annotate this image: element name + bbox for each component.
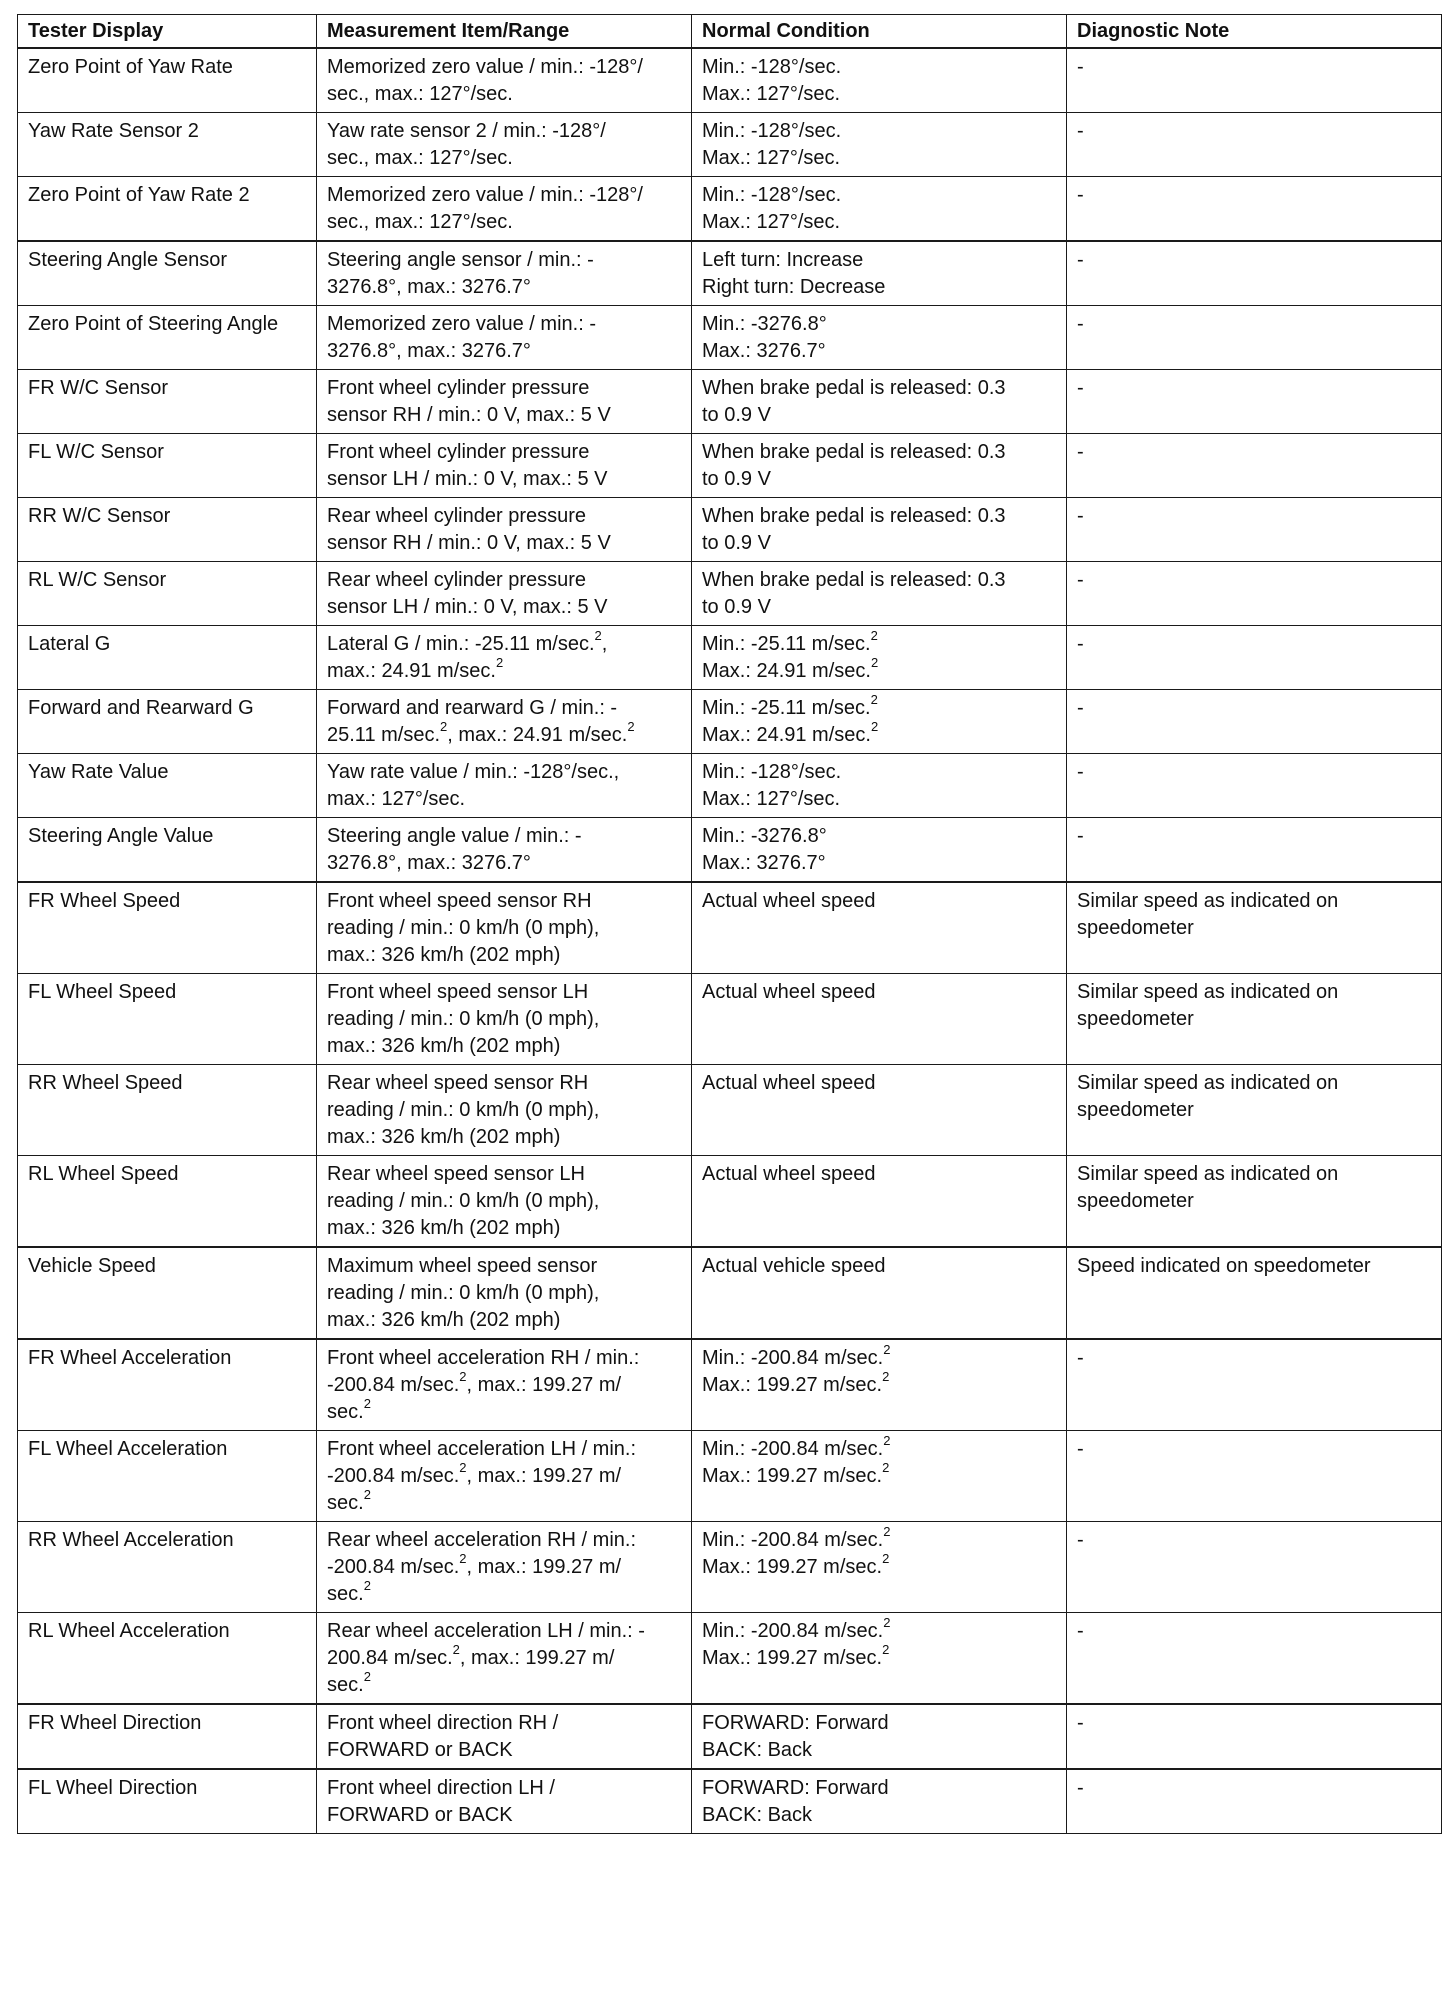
measurement-cell [317, 1613, 692, 1705]
table-row [18, 1339, 1442, 1431]
superscript: 2 [363, 1669, 371, 1685]
tester-display-cell: FL Wheel Acceleration [18, 1431, 317, 1522]
cell-line: - [1077, 441, 1084, 463]
cell-line: Memorized zero value / min.: - [327, 313, 596, 335]
normal-condition-cell [692, 1339, 1067, 1431]
cell-line: Rear wheel speed sensor RH [327, 1072, 589, 1094]
table-row [18, 1247, 1442, 1339]
cell-line: Min.: -128°/sec. [702, 56, 842, 78]
cell-line: - [1077, 761, 1084, 783]
table-row [18, 1613, 1442, 1705]
cell-line: to 0.9 V [702, 532, 771, 554]
cell-line: - [1077, 184, 1084, 206]
cell-line: Memorized zero value / min.: -128°/ [327, 184, 643, 206]
cell-line: sec., max.: 127°/sec. [327, 211, 513, 233]
cell-line: -200.84 m/sec.$^2$, max.: 199.27 m/ [327, 1369, 622, 1396]
diagnostic-note-cell [1067, 562, 1442, 626]
table-row [18, 626, 1442, 690]
cell-line: -200.84 m/sec.$^2$, max.: 199.27 m/ [327, 1551, 622, 1578]
cell-line: Min.: -200.84 m/sec.$^2$ [702, 1524, 891, 1551]
cell-line: sec.$^2$ [327, 1487, 371, 1514]
cell-line: Max.: 24.91 m/sec.$^2$ [702, 655, 879, 682]
superscript: 2 [882, 1642, 890, 1658]
table-row [18, 1522, 1442, 1613]
cell-line: Max.: 199.27 m/sec.$^2$ [702, 1642, 890, 1669]
cell-line: reading / min.: 0 km/h (0 mph), [327, 1282, 600, 1304]
normal-condition-cell [692, 818, 1067, 883]
cell-line: -200.84 m/sec.$^2$, max.: 199.27 m/ [327, 1460, 622, 1487]
cell-line: Max.: 3276.7° [702, 340, 826, 362]
diagnostic-note-cell [1067, 1431, 1442, 1522]
cell-line: Actual wheel speed [702, 1163, 876, 1185]
cell-line: Left turn: Increase [702, 249, 864, 271]
superscript: 2 [883, 1524, 891, 1540]
table-row [18, 177, 1442, 242]
table-row [18, 882, 1442, 974]
table-row [18, 1065, 1442, 1156]
cell-line: Max.: 127°/sec. [702, 211, 841, 233]
measurement-cell [317, 370, 692, 434]
table-row [18, 370, 1442, 434]
cell-line: Actual wheel speed [702, 1072, 876, 1094]
measurement-cell [317, 241, 692, 306]
measurement-cell [317, 690, 692, 754]
tester-display-cell: Forward and Rearward G [18, 690, 317, 754]
diagnostic-note-cell [1067, 113, 1442, 177]
superscript: 2 [594, 628, 602, 644]
cell-line: Forward and rearward G / min.: - [327, 697, 618, 719]
cell-line: sec.$^2$ [327, 1396, 371, 1423]
cell-line: - [1077, 249, 1084, 271]
cell-line: Min.: -200.84 m/sec.$^2$ [702, 1433, 891, 1460]
normal-condition-cell [692, 690, 1067, 754]
table-row [18, 1431, 1442, 1522]
cell-line: Min.: -128°/sec. [702, 120, 842, 142]
cell-line: max.: 127°/sec. [327, 788, 466, 810]
cell-line: Right turn: Decrease [702, 276, 886, 298]
cell-line: 25.11 m/sec.$^2$, max.: 24.91 m/sec.$^2$ [327, 719, 635, 746]
cell-line: Similar speed as indicated on [1077, 1072, 1339, 1094]
diagnostic-note-cell [1067, 370, 1442, 434]
cell-line: Rear wheel acceleration LH / min.: - [327, 1620, 645, 1642]
cell-line: Max.: 3276.7° [702, 852, 826, 874]
cell-line: Front wheel direction LH / [327, 1777, 555, 1799]
diagnostic-note-cell [1067, 690, 1442, 754]
cell-line: sec., max.: 127°/sec. [327, 147, 513, 169]
cell-line: FORWARD: Forward [702, 1712, 889, 1734]
cell-line: When brake pedal is released: 0.3 [702, 569, 1006, 591]
superscript: 2 [452, 1642, 460, 1658]
diagnostic-note-cell [1067, 626, 1442, 690]
data-list-page [17, 14, 1441, 1834]
diagnostic-note-cell [1067, 1522, 1442, 1613]
superscript: 2 [363, 1578, 371, 1594]
normal-condition-cell [692, 1156, 1067, 1248]
normal-condition-cell [692, 306, 1067, 370]
diagnostic-note-cell [1067, 498, 1442, 562]
table-row [18, 1156, 1442, 1248]
cell-line: reading / min.: 0 km/h (0 mph), [327, 1008, 600, 1030]
cell-line: Rear wheel acceleration RH / min.: [327, 1529, 637, 1551]
cell-line: max.: 24.91 m/sec.$^2$ [327, 655, 504, 682]
table-row [18, 562, 1442, 626]
cell-line: reading / min.: 0 km/h (0 mph), [327, 917, 600, 939]
cell-line: sec.$^2$ [327, 1578, 371, 1605]
tester-display-cell: FR Wheel Direction [18, 1704, 317, 1769]
normal-condition-cell [692, 113, 1067, 177]
measurement-cell [317, 177, 692, 242]
cell-line: Actual vehicle speed [702, 1255, 886, 1277]
cell-line: Front wheel cylinder pressure [327, 377, 590, 399]
cell-line: Similar speed as indicated on [1077, 1163, 1339, 1185]
cell-line: - [1077, 377, 1084, 399]
superscript: 2 [627, 719, 635, 735]
cell-line: Similar speed as indicated on [1077, 981, 1339, 1003]
normal-condition-cell [692, 1065, 1067, 1156]
measurement-cell [317, 1522, 692, 1613]
cell-line: Rear wheel speed sensor LH [327, 1163, 585, 1185]
cell-line: - [1077, 1347, 1084, 1369]
cell-line: Rear wheel cylinder pressure [327, 505, 587, 527]
diagnostic-note-cell [1067, 1704, 1442, 1769]
cell-line: When brake pedal is released: 0.3 [702, 441, 1006, 463]
measurement-cell [317, 306, 692, 370]
tester-display-cell: FL W/C Sensor [18, 434, 317, 498]
cell-line: - [1077, 1620, 1084, 1642]
superscript: 2 [870, 628, 878, 644]
cell-line: When brake pedal is released: 0.3 [702, 505, 1006, 527]
normal-condition-cell [692, 241, 1067, 306]
cell-line: - [1077, 569, 1084, 591]
cell-line: - [1077, 697, 1084, 719]
cell-line: - [1077, 1438, 1084, 1460]
measurement-cell [317, 626, 692, 690]
cell-line: 3276.8°, max.: 3276.7° [327, 276, 531, 298]
cell-line: sec., max.: 127°/sec. [327, 83, 513, 105]
cell-line: sensor RH / min.: 0 V, max.: 5 V [327, 404, 611, 426]
superscript: 2 [495, 655, 504, 671]
cell-line: Max.: 199.27 m/sec.$^2$ [702, 1460, 890, 1487]
cell-line: Min.: -128°/sec. [702, 761, 842, 783]
cell-line: When brake pedal is released: 0.3 [702, 377, 1006, 399]
cell-line: FORWARD or BACK [327, 1739, 513, 1761]
superscript: 2 [882, 1551, 890, 1567]
cell-line: Max.: 24.91 m/sec.$^2$ [702, 719, 879, 746]
cell-line: sensor LH / min.: 0 V, max.: 5 V [327, 596, 608, 618]
cell-line: Speed indicated on speedometer [1077, 1255, 1371, 1277]
table-row [18, 241, 1442, 306]
cell-line: speedometer [1077, 1190, 1194, 1212]
measurement-cell [317, 1431, 692, 1522]
cell-line: Max.: 127°/sec. [702, 83, 841, 105]
measurement-cell [317, 498, 692, 562]
cell-line: Front wheel acceleration LH / min.: [327, 1438, 637, 1460]
normal-condition-cell [692, 1522, 1067, 1613]
cell-line: speedometer [1077, 1099, 1194, 1121]
tester-display-cell: Zero Point of Yaw Rate [18, 48, 317, 113]
tester-display-cell: FR Wheel Speed [18, 882, 317, 974]
cell-line: max.: 326 km/h (202 mph) [327, 1217, 561, 1239]
cell-line: sensor RH / min.: 0 V, max.: 5 V [327, 532, 611, 554]
cell-line: - [1077, 1777, 1084, 1799]
diagnostic-note-cell [1067, 1065, 1442, 1156]
cell-line: Min.: -128°/sec. [702, 184, 842, 206]
table-row [18, 1704, 1442, 1769]
diagnostic-note-cell [1067, 48, 1442, 113]
diagnostic-note-cell [1067, 434, 1442, 498]
tester-display-cell: RL W/C Sensor [18, 562, 317, 626]
table-row [18, 434, 1442, 498]
superscript: 2 [882, 1369, 890, 1385]
superscript: 2 [363, 1487, 371, 1503]
tester-display-cell: FR W/C Sensor [18, 370, 317, 434]
cell-line: Front wheel direction RH / [327, 1712, 559, 1734]
table-row [18, 48, 1442, 113]
diagnostic-note-cell [1067, 974, 1442, 1065]
cell-line: Yaw rate sensor 2 / min.: -128°/ [327, 120, 606, 142]
normal-condition-cell [692, 370, 1067, 434]
superscript: 2 [870, 692, 878, 708]
cell-line: sensor LH / min.: 0 V, max.: 5 V [327, 468, 608, 490]
cell-line: Min.: -3276.8° [702, 825, 827, 847]
cell-line: - [1077, 1712, 1084, 1734]
cell-line: reading / min.: 0 km/h (0 mph), [327, 1099, 600, 1121]
cell-line: Steering angle value / min.: - [327, 825, 582, 847]
normal-condition-cell [692, 562, 1067, 626]
normal-condition-cell [692, 626, 1067, 690]
measurement-cell [317, 974, 692, 1065]
normal-condition-cell [692, 434, 1067, 498]
tester-display-cell: FL Wheel Speed [18, 974, 317, 1065]
diagnostic-note-cell [1067, 241, 1442, 306]
cell-line: max.: 326 km/h (202 mph) [327, 1035, 561, 1057]
cell-line: Min.: -25.11 m/sec.$^2$ [702, 628, 878, 655]
table-row [18, 974, 1442, 1065]
tester-display-cell: Steering Angle Sensor [18, 241, 317, 306]
cell-line: to 0.9 V [702, 404, 771, 426]
data-list-table [17, 14, 1442, 1834]
cell-line: Yaw rate value / min.: -128°/sec., [327, 761, 620, 783]
measurement-cell [317, 1339, 692, 1431]
cell-line: max.: 326 km/h (202 mph) [327, 1126, 561, 1148]
cell-line: BACK: Back [702, 1804, 813, 1826]
cell-line: Min.: -200.84 m/sec.$^2$ [702, 1615, 891, 1642]
cell-line: Rear wheel cylinder pressure [327, 569, 587, 591]
measurement-cell [317, 882, 692, 974]
header-measurement-item: Measurement Item/Range [317, 15, 692, 49]
tester-display-cell: RL Wheel Acceleration [18, 1613, 317, 1705]
normal-condition-cell [692, 1431, 1067, 1522]
measurement-cell [317, 1065, 692, 1156]
cell-line: Max.: 127°/sec. [702, 788, 841, 810]
cell-line: Maximum wheel speed sensor [327, 1255, 598, 1277]
diagnostic-note-cell [1067, 306, 1442, 370]
normal-condition-cell [692, 1613, 1067, 1705]
normal-condition-cell [692, 1247, 1067, 1339]
cell-line: Min.: -200.84 m/sec.$^2$ [702, 1342, 891, 1369]
normal-condition-cell [692, 498, 1067, 562]
tester-display-cell: RR Wheel Acceleration [18, 1522, 317, 1613]
cell-line: FORWARD: Forward [702, 1777, 889, 1799]
cell-line: reading / min.: 0 km/h (0 mph), [327, 1190, 600, 1212]
cell-line: Front wheel acceleration RH / min.: [327, 1347, 640, 1369]
header-normal-condition: Normal Condition [692, 15, 1067, 49]
cell-line: - [1077, 1529, 1084, 1551]
table-row [18, 754, 1442, 818]
cell-line: Front wheel speed sensor LH [327, 981, 589, 1003]
measurement-cell [317, 562, 692, 626]
measurement-cell [317, 754, 692, 818]
superscript: 2 [870, 719, 879, 735]
cell-line: BACK: Back [702, 1739, 813, 1761]
tester-display-cell: FR Wheel Acceleration [18, 1339, 317, 1431]
tester-display-cell: Yaw Rate Value [18, 754, 317, 818]
diagnostic-note-cell [1067, 177, 1442, 242]
normal-condition-cell [692, 974, 1067, 1065]
table-row [18, 113, 1442, 177]
tester-display-cell: RL Wheel Speed [18, 1156, 317, 1248]
header-diagnostic-note: Diagnostic Note [1067, 15, 1442, 49]
tester-display-cell: Zero Point of Yaw Rate 2 [18, 177, 317, 242]
header-row [18, 15, 1442, 49]
cell-line: Min.: -25.11 m/sec.$^2$ [702, 692, 878, 719]
superscript: 2 [870, 655, 879, 671]
tester-display-cell: FL Wheel Direction [18, 1769, 317, 1834]
cell-line: - [1077, 120, 1084, 142]
cell-line: max.: 326 km/h (202 mph) [327, 1309, 561, 1331]
measurement-cell [317, 1769, 692, 1834]
tester-display-cell: Vehicle Speed [18, 1247, 317, 1339]
superscript: 2 [363, 1396, 371, 1412]
table-row [18, 690, 1442, 754]
cell-line: Memorized zero value / min.: -128°/ [327, 56, 643, 78]
superscript: 2 [440, 719, 448, 735]
cell-line: Max.: 199.27 m/sec.$^2$ [702, 1551, 890, 1578]
superscript: 2 [883, 1615, 891, 1631]
cell-line: Actual wheel speed [702, 981, 876, 1003]
table-row [18, 1769, 1442, 1834]
diagnostic-note-cell [1067, 754, 1442, 818]
cell-line: speedometer [1077, 1008, 1194, 1030]
superscript: 2 [882, 1460, 890, 1476]
cell-line: Similar speed as indicated on [1077, 890, 1339, 912]
cell-line: - [1077, 633, 1084, 655]
diagnostic-note-cell [1067, 1156, 1442, 1248]
cell-line: 3276.8°, max.: 3276.7° [327, 340, 531, 362]
normal-condition-cell [692, 177, 1067, 242]
diagnostic-note-cell [1067, 1247, 1442, 1339]
cell-line: speedometer [1077, 917, 1194, 939]
diagnostic-note-cell [1067, 1769, 1442, 1834]
cell-line: Lateral G / min.: -25.11 m/sec.$^2$, [327, 628, 608, 655]
diagnostic-note-cell [1067, 1339, 1442, 1431]
cell-line: 3276.8°, max.: 3276.7° [327, 852, 531, 874]
diagnostic-note-cell [1067, 818, 1442, 883]
cell-line: - [1077, 825, 1084, 847]
measurement-cell [317, 48, 692, 113]
measurement-cell [317, 1156, 692, 1248]
cell-line: Min.: -3276.8° [702, 313, 827, 335]
superscript: 2 [883, 1342, 891, 1358]
tester-display-cell: Zero Point of Steering Angle [18, 306, 317, 370]
cell-line: Steering angle sensor / min.: - [327, 249, 594, 271]
header-tester-display: Tester Display [18, 15, 317, 49]
measurement-cell [317, 818, 692, 883]
cell-line: 200.84 m/sec.$^2$, max.: 199.27 m/ [327, 1642, 615, 1669]
cell-line: - [1077, 56, 1084, 78]
diagnostic-note-cell [1067, 882, 1442, 974]
superscript: 2 [883, 1433, 891, 1449]
normal-condition-cell [692, 882, 1067, 974]
table-row [18, 306, 1442, 370]
measurement-cell [317, 113, 692, 177]
table-row [18, 498, 1442, 562]
cell-line: Max.: 199.27 m/sec.$^2$ [702, 1369, 890, 1396]
tester-display-cell: RR W/C Sensor [18, 498, 317, 562]
cell-line: max.: 326 km/h (202 mph) [327, 944, 561, 966]
normal-condition-cell [692, 754, 1067, 818]
tester-display-cell: Yaw Rate Sensor 2 [18, 113, 317, 177]
table-body [18, 48, 1442, 1834]
table-row [18, 818, 1442, 883]
superscript: 2 [459, 1551, 467, 1567]
diagnostic-note-cell [1067, 1613, 1442, 1705]
superscript: 2 [459, 1369, 467, 1385]
measurement-cell [317, 1704, 692, 1769]
normal-condition-cell [692, 48, 1067, 113]
measurement-cell [317, 1247, 692, 1339]
cell-line: to 0.9 V [702, 468, 771, 490]
tester-display-cell: RR Wheel Speed [18, 1065, 317, 1156]
cell-line: to 0.9 V [702, 596, 771, 618]
cell-line: FORWARD or BACK [327, 1804, 513, 1826]
cell-line: Actual wheel speed [702, 890, 876, 912]
tester-display-cell: Lateral G [18, 626, 317, 690]
cell-line: - [1077, 505, 1084, 527]
cell-line: sec.$^2$ [327, 1669, 371, 1696]
cell-line: Front wheel cylinder pressure [327, 441, 590, 463]
cell-line: - [1077, 313, 1084, 335]
superscript: 2 [459, 1460, 467, 1476]
tester-display-cell: Steering Angle Value [18, 818, 317, 883]
normal-condition-cell [692, 1769, 1067, 1834]
measurement-cell [317, 434, 692, 498]
cell-line: Max.: 127°/sec. [702, 147, 841, 169]
cell-line: Front wheel speed sensor RH [327, 890, 592, 912]
normal-condition-cell [692, 1704, 1067, 1769]
